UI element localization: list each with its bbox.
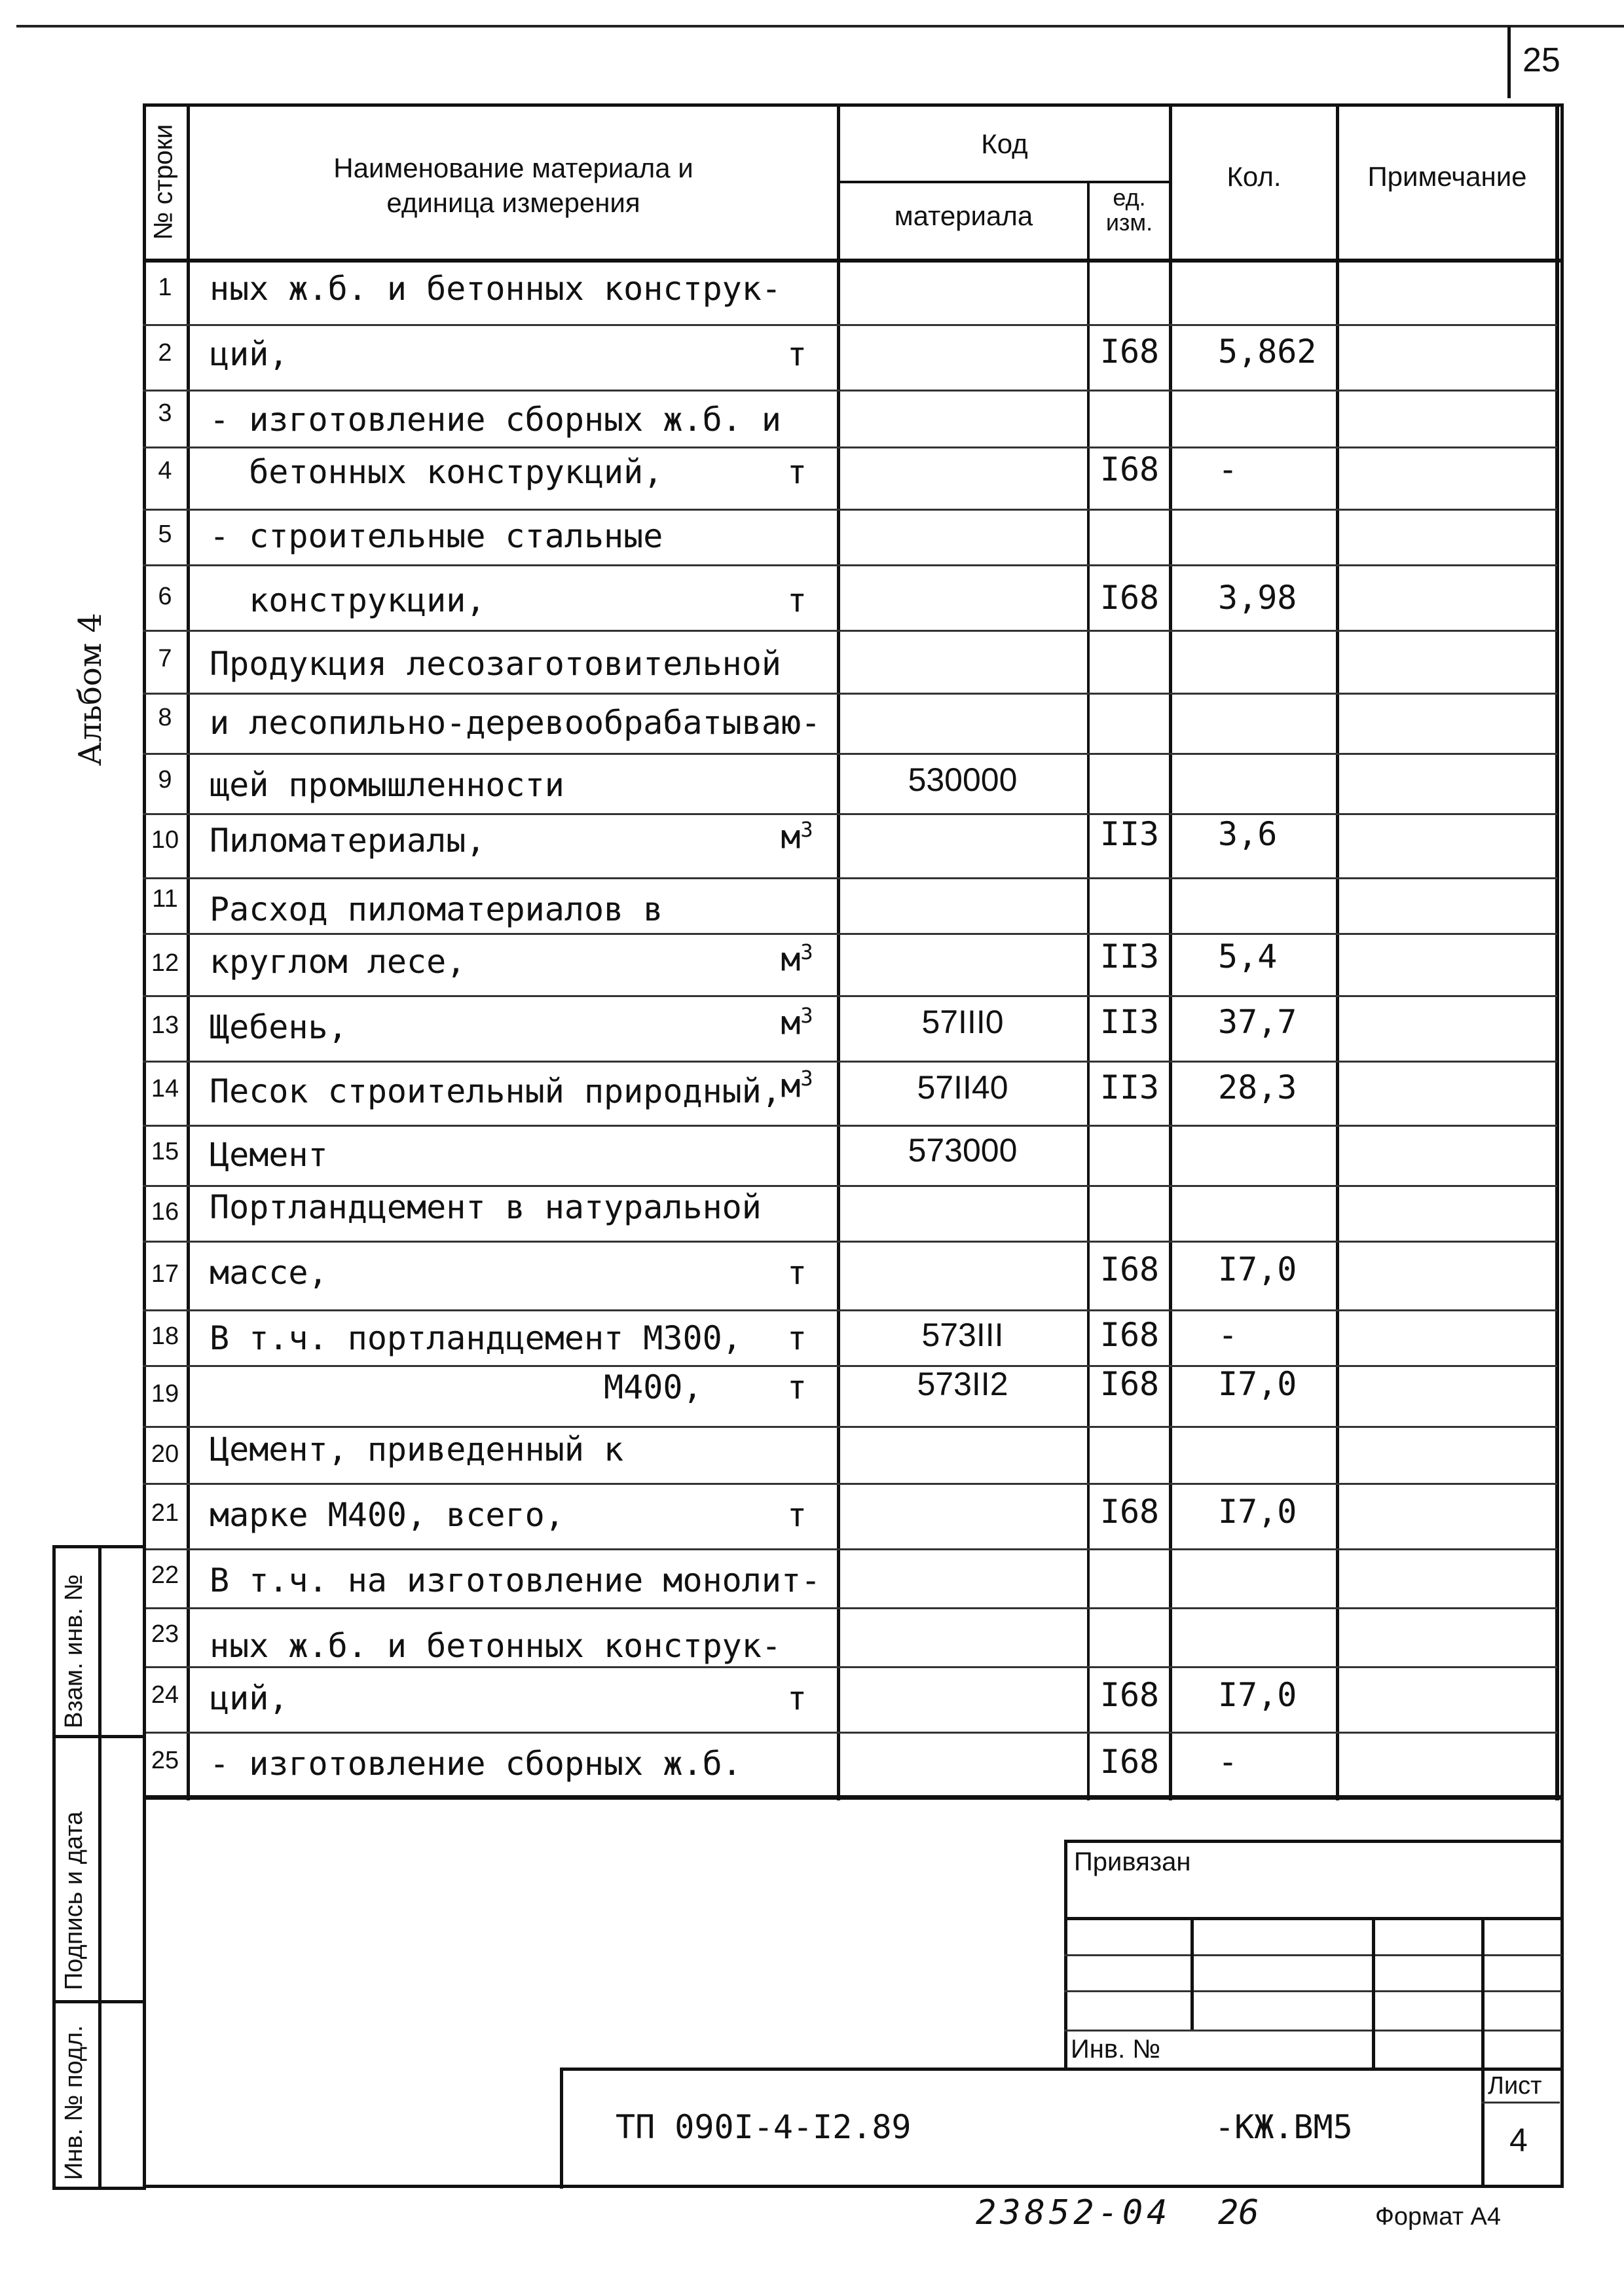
row-number: 14: [151, 1075, 179, 1102]
row-material-code: 573II2: [917, 1366, 1008, 1402]
table-bottom-line: [143, 1795, 1560, 1800]
row-number: 17: [151, 1260, 179, 1288]
row-quantity: 3,98: [1218, 579, 1297, 617]
row-unit: т: [786, 1254, 807, 1292]
row-line: [143, 564, 1557, 566]
row-number: 12: [151, 949, 179, 977]
row-unit-code: I68: [1099, 1743, 1160, 1781]
row-number: 22: [151, 1561, 179, 1589]
row-number: 6: [158, 583, 172, 610]
album-label: Альбом 4: [72, 613, 109, 766]
right-heavy-border: [1555, 105, 1559, 1800]
row-unit: т: [786, 335, 807, 373]
row-quantity: 37,7: [1218, 1003, 1297, 1041]
row-unit: т: [786, 1679, 807, 1717]
row-name: Цемент, приведенный к: [210, 1430, 624, 1468]
row-name: Расход пиломатериалов в: [210, 890, 663, 928]
row-line: [143, 1548, 1557, 1550]
row-unit: $м^3$: [781, 817, 813, 856]
row-line: [143, 1185, 1557, 1187]
row-quantity: I7,0: [1218, 1676, 1297, 1714]
footer-page: 26: [1218, 2193, 1259, 2232]
row-number: 7: [158, 645, 172, 672]
row-line: [143, 1426, 1557, 1428]
tb-line: [1064, 1917, 1562, 1920]
row-number: 3: [158, 399, 172, 427]
row-name: Песок строительный природный,: [210, 1072, 781, 1110]
row-quantity: I7,0: [1218, 1365, 1297, 1403]
row-name: и лесопильно-деревообрабатываю-: [210, 704, 821, 742]
row-line: [143, 1483, 1557, 1485]
row-name: - строительные стальные: [210, 517, 663, 555]
row-unit: $м^3$: [781, 1066, 813, 1105]
row-name: круглом лесе,: [210, 943, 466, 981]
header-material: материала: [894, 200, 1033, 231]
sheet-label: Лист: [1488, 2072, 1542, 2100]
row-material-code: 57III0: [921, 1004, 1004, 1040]
row-unit: т: [786, 581, 807, 619]
tb-divider: [1190, 1918, 1194, 2030]
row-unit-code: I68: [1099, 579, 1160, 617]
page-number: 25: [1522, 41, 1560, 79]
doc-suffix: -КЖ.ВМ5: [1215, 2108, 1353, 2146]
row-line: [143, 446, 1557, 448]
row-name: В т.ч. на изготовление монолит-: [210, 1561, 821, 1599]
row-unit-code: I68: [1099, 450, 1160, 488]
side-label-inv-repl: Взам. инв. №: [60, 1574, 88, 1728]
side-label-inv-orig: Инв. № подл.: [60, 2025, 88, 2180]
row-quantity: -: [1218, 450, 1238, 488]
row-name: - изготовление сборных ж.б. и: [210, 401, 781, 439]
side-stamp-divider: [98, 1545, 101, 2190]
header-unit-line1: ед.: [1113, 184, 1146, 211]
row-line: [143, 933, 1557, 935]
row-name: конструкции,: [210, 581, 486, 619]
row-line: [143, 753, 1557, 755]
row-number: 21: [151, 1499, 179, 1527]
row-material-code: 530000: [908, 761, 1018, 798]
header-unit-line2: изм.: [1105, 209, 1153, 236]
row-unit: т: [786, 453, 807, 491]
row-quantity: 3,6: [1218, 815, 1278, 853]
code-divider: [1087, 182, 1090, 1800]
row-line: [143, 509, 1557, 511]
row-unit: т: [786, 1368, 807, 1406]
tb-line-thin: [1064, 1990, 1562, 1992]
rownum-divider: [187, 105, 190, 1800]
row-name: бетонных конструкций,: [210, 453, 663, 491]
row-number: 9: [158, 766, 172, 793]
row-number: 13: [151, 1011, 179, 1039]
row-unit-code: I68: [1099, 1676, 1160, 1714]
row-line: [143, 693, 1557, 695]
row-unit-code: I68: [1099, 1316, 1160, 1354]
row-unit-code: I68: [1099, 1365, 1160, 1403]
row-quantity: 5,862: [1218, 333, 1317, 371]
row-line: [143, 390, 1557, 392]
name-divider: [837, 105, 840, 1800]
row-name: марке М400, всего,: [210, 1496, 564, 1534]
row-line: [143, 1241, 1557, 1243]
doc-code: ТП 090I-4-I2.89: [616, 2108, 912, 2146]
row-unit-code: I68: [1099, 1250, 1160, 1288]
row-unit: т: [786, 1496, 807, 1534]
row-line: [143, 324, 1557, 326]
header-name-line2: единица измерения: [386, 187, 640, 218]
tb-line-top: [1064, 1840, 1562, 1843]
row-material-code: 573000: [908, 1132, 1018, 1169]
row-name: Щебень,: [210, 1008, 348, 1046]
row-name: щей промышленности: [210, 766, 564, 804]
header-qty: Кол.: [1227, 161, 1282, 192]
row-line: [143, 1732, 1557, 1734]
header-name-line1: Наименование материала и: [333, 153, 693, 183]
row-name: Пиломатериалы,: [210, 822, 486, 860]
tb-line-thin: [1064, 2030, 1562, 2032]
row-name: - изготовление сборных ж.б.: [210, 1745, 742, 1783]
row-number: 18: [151, 1322, 179, 1350]
row-line: [143, 813, 1557, 815]
row-line: [143, 1125, 1557, 1127]
row-quantity: -: [1218, 1316, 1238, 1354]
row-number: 15: [151, 1138, 179, 1165]
row-quantity: I7,0: [1218, 1493, 1297, 1531]
row-line: [143, 630, 1557, 632]
row-number: 8: [158, 704, 172, 731]
footer-number: 23852-04: [976, 2193, 1172, 2232]
side-label-sign-date: Подпись и дата: [60, 1811, 88, 1990]
row-name: Продукция лесозаготовительной: [210, 645, 781, 683]
row-number: 4: [158, 457, 172, 484]
row-name: М400,: [210, 1368, 703, 1406]
row-unit: т: [786, 1319, 807, 1357]
code-subheader-line: [837, 181, 1172, 183]
header-row-number: № строки: [149, 124, 178, 240]
tb-line-thin: [1064, 1954, 1562, 1956]
row-name: ных ж.б. и бетонных конструк-: [210, 1627, 781, 1665]
qty-divider: [1336, 105, 1339, 1800]
top-rule: [16, 25, 1624, 27]
row-name: ных ж.б. и бетонных конструк-: [210, 270, 781, 308]
row-quantity: 5,4: [1218, 938, 1278, 975]
header-bottom-line: [143, 259, 1560, 263]
row-number: 19: [151, 1380, 179, 1408]
row-number: 5: [158, 520, 172, 548]
unit-divider: [1169, 105, 1172, 1800]
row-line: [143, 995, 1557, 997]
row-number: 20: [151, 1440, 179, 1468]
row-name: Портландцемент в натуральной: [210, 1188, 762, 1226]
row-unit-code: II3: [1099, 938, 1160, 975]
row-unit-code: II3: [1099, 1003, 1160, 1041]
row-name: ций,: [210, 335, 289, 373]
tb-main-left: [560, 2068, 563, 2189]
row-unit-code: I68: [1099, 1493, 1160, 1531]
row-number: 1: [158, 274, 172, 301]
row-number: 11: [152, 885, 178, 913]
tb-divider: [1481, 1918, 1485, 2187]
row-line: [143, 877, 1557, 879]
row-unit-code: II3: [1099, 1068, 1160, 1106]
row-number: 24: [151, 1681, 179, 1709]
row-number: 25: [151, 1747, 179, 1774]
tb-sheet-line: [1481, 2102, 1560, 2104]
row-number: 10: [151, 826, 179, 854]
tb-divider: [1372, 1918, 1375, 2069]
tb-main-line: [560, 2068, 1562, 2071]
tb-bound-label: Привязан: [1074, 1848, 1191, 1876]
row-name: Цемент: [210, 1136, 328, 1174]
row-quantity: -: [1218, 1743, 1238, 1781]
row-unit: $м^3$: [781, 1003, 813, 1042]
sheet-number: 4: [1509, 2122, 1528, 2159]
header-note: Примечание: [1367, 161, 1527, 192]
row-number: 2: [158, 339, 172, 367]
format-label: Формат А4: [1375, 2203, 1502, 2231]
row-line: [143, 1309, 1557, 1311]
header-code: Код: [981, 128, 1028, 159]
row-material-code: 57II40: [917, 1069, 1008, 1106]
row-line: [143, 1061, 1557, 1063]
row-material-code: 573III: [921, 1317, 1004, 1353]
row-line: [143, 1607, 1557, 1609]
row-line: [143, 1666, 1557, 1668]
row-unit-code: II3: [1099, 815, 1160, 853]
row-number: 16: [151, 1198, 179, 1226]
row-unit-code: I68: [1099, 333, 1160, 371]
row-unit: $м^3$: [781, 939, 813, 979]
row-name: ций,: [210, 1679, 289, 1717]
row-name: В т.ч. портландцемент М300,: [210, 1319, 742, 1357]
row-name: массе,: [210, 1254, 328, 1292]
row-quantity: 28,3: [1218, 1068, 1297, 1106]
row-quantity: I7,0: [1218, 1250, 1297, 1288]
tb-inv-no-label: Инв. №: [1071, 2035, 1161, 2064]
row-number: 23: [151, 1620, 179, 1648]
